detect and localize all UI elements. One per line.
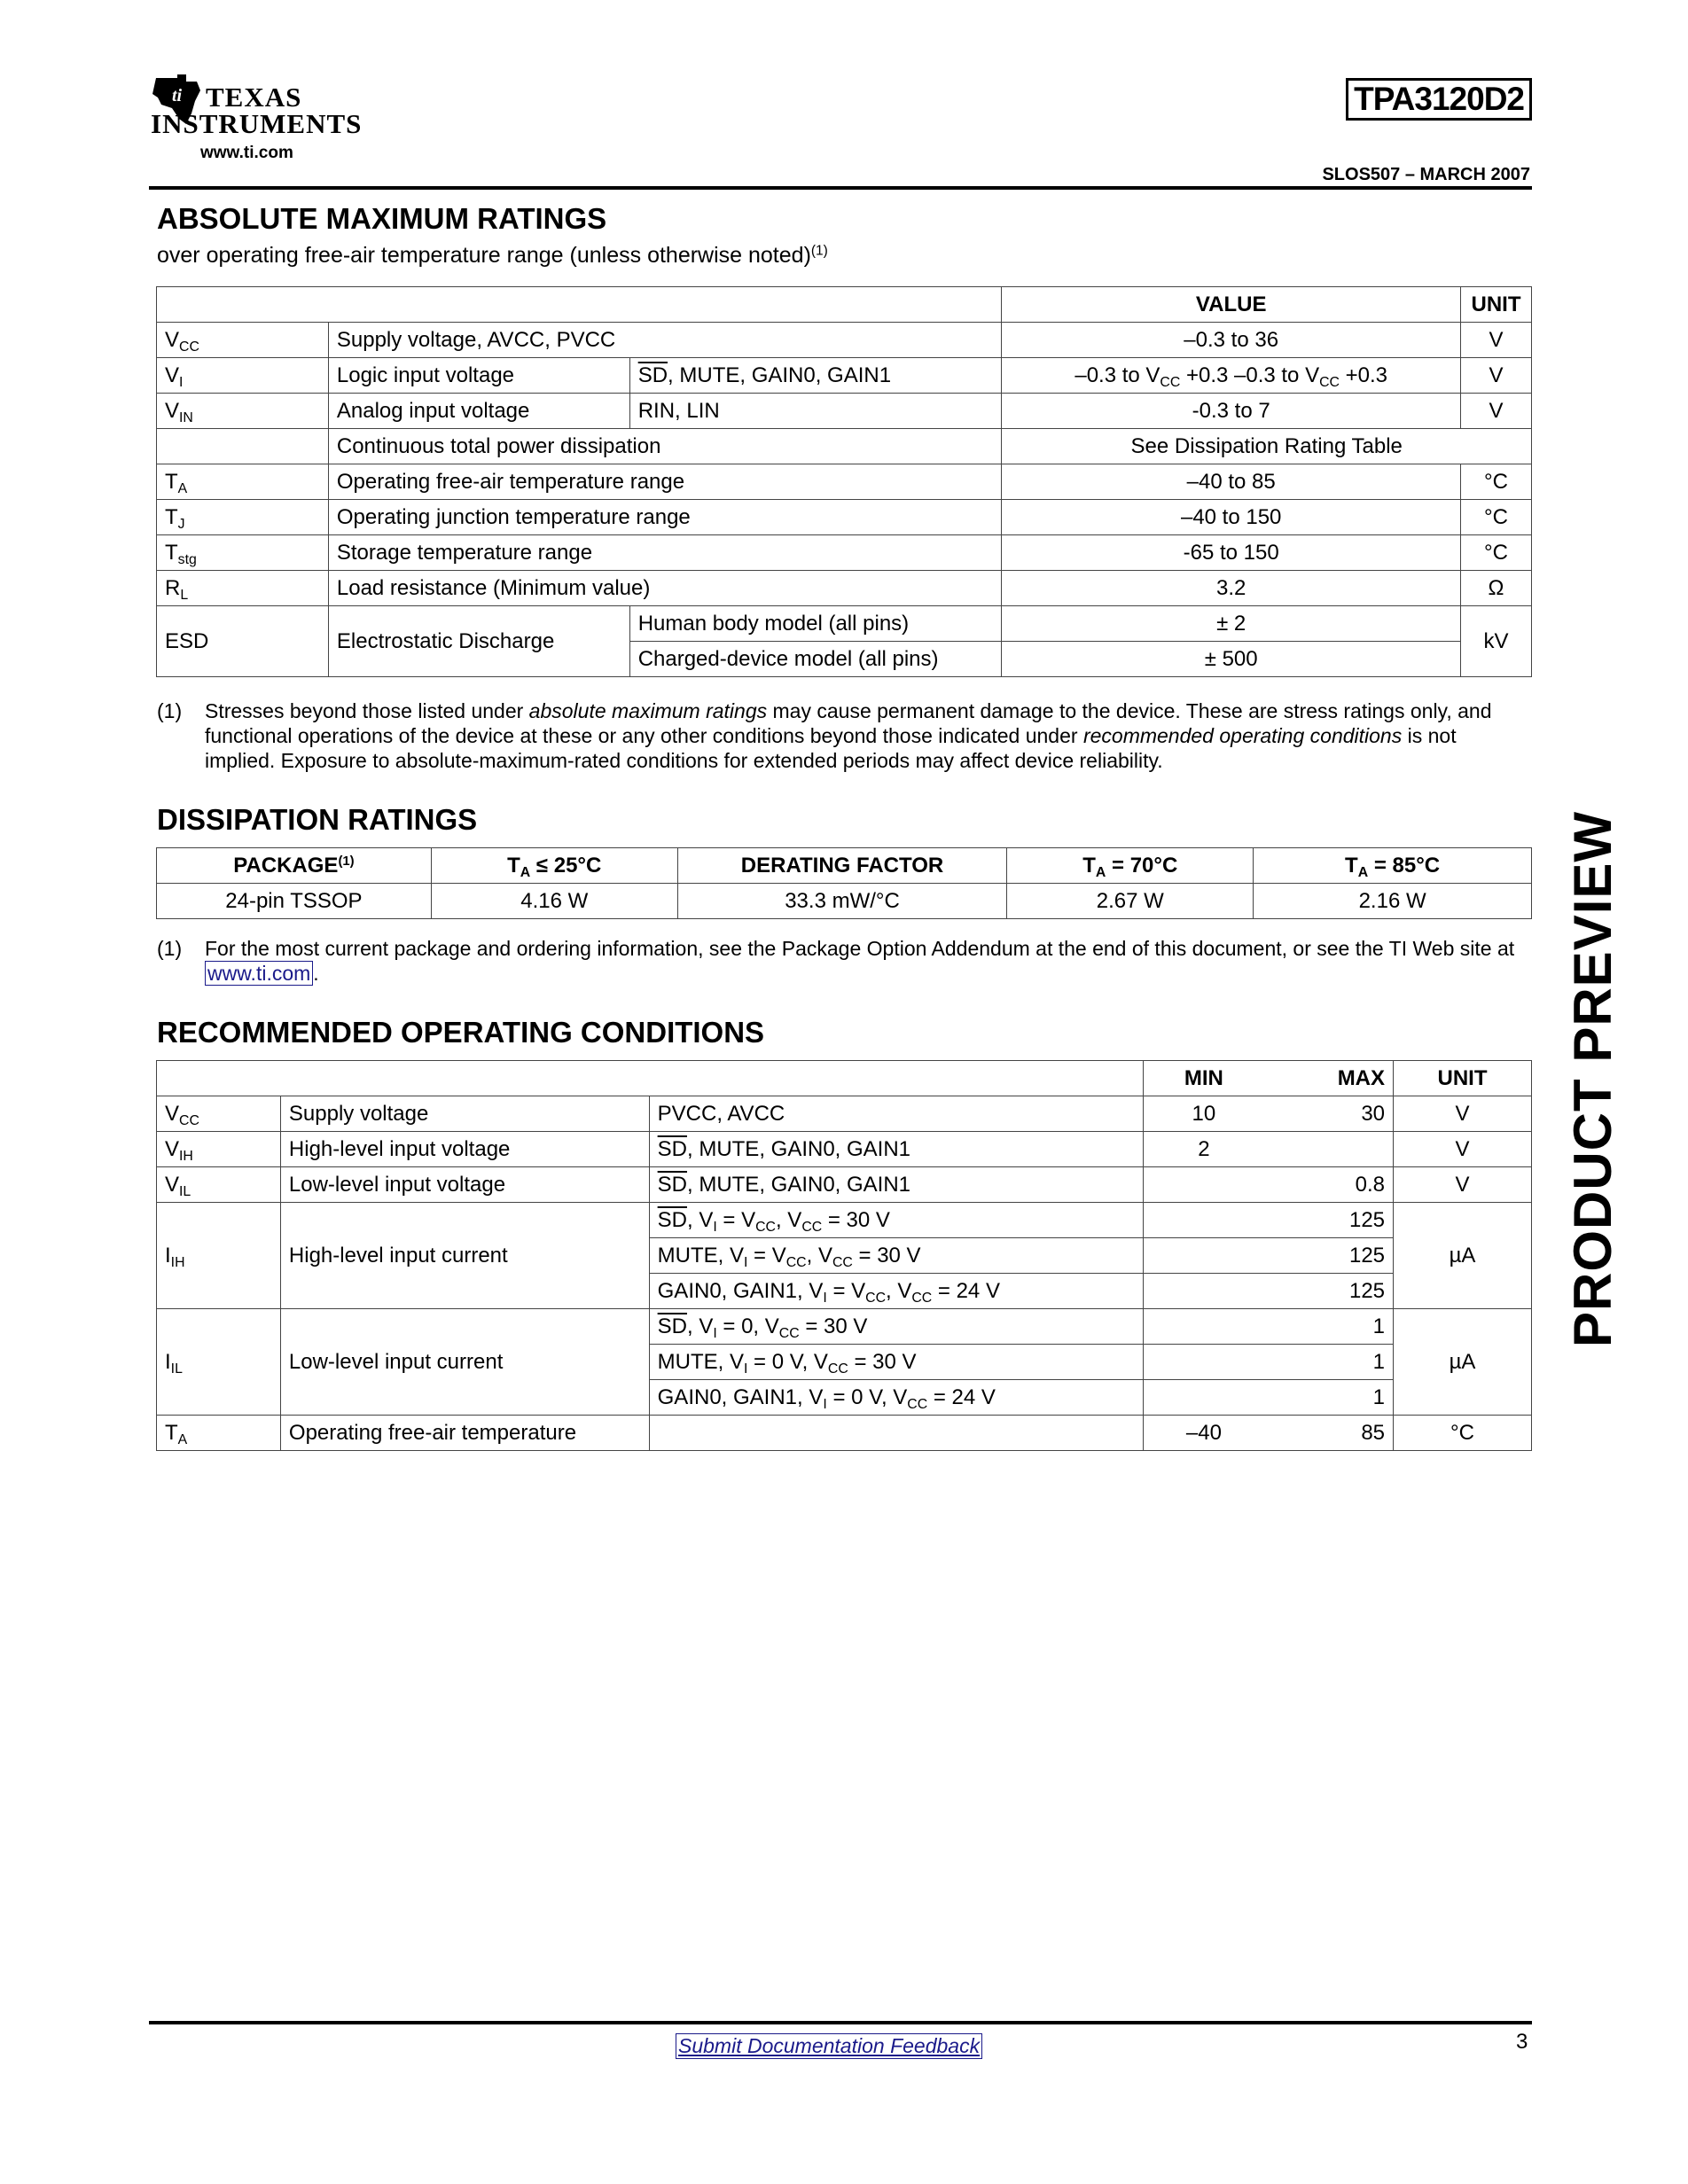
ti-web-link[interactable]: www.ti.com — [205, 961, 313, 986]
condition: MUTE, $V_I = 0$ V, $V_{CC} = 30$ V — [649, 1345, 1144, 1380]
table-row — [157, 429, 1532, 464]
parameter: High-level input voltage — [280, 1132, 649, 1167]
table-row — [157, 464, 1532, 500]
symbol: $I_{IL}$ — [157, 1309, 281, 1416]
max: 0.8 — [1264, 1167, 1394, 1203]
value: See Dissipation Rating Table — [1002, 429, 1532, 464]
table-row — [157, 1167, 1532, 1203]
max — [1264, 1132, 1394, 1167]
condition: PVCC, AVCC — [649, 1096, 1144, 1132]
table-row — [157, 1061, 1532, 1096]
min — [1144, 1380, 1264, 1416]
footer-rule — [149, 2021, 1532, 2024]
symbol: $V_{IL}$ — [157, 1167, 281, 1203]
amr-table — [156, 286, 1532, 677]
max: 30 — [1264, 1096, 1394, 1132]
value: –40 to 85 — [1002, 464, 1461, 500]
condition: Human body model (all pins) — [629, 606, 1002, 642]
derating-value: 33.3 mW/°C — [677, 884, 1007, 919]
unit: Ω — [1460, 571, 1531, 606]
svg-text:ti: ti — [172, 86, 183, 105]
table-row — [157, 884, 1532, 919]
submit-feedback-link[interactable]: Submit Documentation Feedback — [676, 2033, 982, 2059]
unit: V — [1460, 394, 1531, 429]
t70-value: 2.67 W — [1007, 884, 1254, 919]
table-row — [157, 287, 1532, 323]
symbol: $V_{CC}$ — [157, 1096, 281, 1132]
symbol: ESD — [157, 606, 329, 677]
unit: °C — [1460, 464, 1531, 500]
parameter: Logic input voltage — [328, 358, 629, 394]
symbol: $R_L$ — [157, 571, 329, 606]
logo-line2: INSTRUMENTS — [151, 108, 363, 139]
dissipation-title: DISSIPATION RATINGS — [157, 803, 478, 836]
value: –0.3 to 36 — [1002, 323, 1461, 358]
value: ± 500 — [1002, 642, 1461, 677]
col-header-unit: UNIT — [1394, 1061, 1532, 1096]
value: ± 2 — [1002, 606, 1461, 642]
symbol: $T_A$ — [157, 464, 329, 500]
condition: GAIN0, GAIN1, $V_I = V_{CC}$, $V_{CC} = 24$ V — [649, 1274, 1144, 1309]
ti-logo — [151, 69, 363, 167]
package: 24-pin TSSOP — [157, 884, 432, 919]
condition: GAIN0, GAIN1, $V_I = 0$ V, $V_{CC} = 24$ V — [649, 1380, 1144, 1416]
col-header-t25: $T_A \le 25^\circ C$ — [431, 848, 677, 884]
t25-value: 4.16 W — [431, 884, 677, 919]
condition — [649, 1416, 1144, 1451]
part-number: TPA3120D2 — [1346, 78, 1532, 121]
col-header-max: MAX — [1264, 1061, 1394, 1096]
symbol: $V_{IN}$ — [157, 394, 329, 429]
product-preview-label: PRODUCT PREVIEW — [1563, 810, 1622, 1347]
unit: V — [1394, 1167, 1532, 1203]
table-row — [157, 606, 1532, 642]
dissipation-table — [156, 847, 1532, 919]
symbol: $T_A$ — [157, 1416, 281, 1451]
unit: °C — [1394, 1416, 1532, 1451]
parameter: Analog input voltage — [328, 394, 629, 429]
amr-footnote: (1) Stresses beyond those listed under absolute maximum ratings may cause permanent damage to the device. These are stress ratings only, and functional operations of the device at these or any other conditions beyond those indicated under recommended operating conditions is not implied. Exposure to absolute-maximum-rated conditions for extended periods may affect device reliability. — [157, 699, 1492, 772]
table-row — [157, 394, 1532, 429]
table-row — [157, 1309, 1532, 1345]
col-header-t70: $T_A = 70^\circ C$ — [1007, 848, 1254, 884]
roc-table — [156, 1060, 1532, 1451]
unit: °C — [1460, 535, 1531, 571]
parameter: Operating free-air temperature — [280, 1416, 649, 1451]
unit: V — [1394, 1096, 1532, 1132]
table-row — [157, 848, 1532, 884]
table-row — [157, 1416, 1532, 1451]
table-row — [157, 323, 1532, 358]
table-row — [157, 1096, 1532, 1132]
parameter: Supply voltage — [280, 1096, 649, 1132]
table-row — [157, 500, 1532, 535]
max: 125 — [1264, 1274, 1394, 1309]
parameter: Electrostatic Discharge — [328, 606, 629, 677]
condition: Charged-device model (all pins) — [629, 642, 1002, 677]
page-number: 3 — [1516, 2030, 1528, 2054]
table-row — [157, 535, 1532, 571]
unit: V — [1460, 358, 1531, 394]
dissipation-footnote: (1) For the most current package and ordering information, see the Package Option Addendum at the end of this document, or see the TI Web site at www.ti.com . — [157, 937, 1515, 985]
col-header-value: VALUE — [1002, 287, 1461, 323]
condition: $\overline{SD}$, $V_I = 0$, $V_{CC} = 30$ V — [649, 1309, 1144, 1345]
table-row — [157, 358, 1532, 394]
parameter: Operating junction temperature range — [328, 500, 1002, 535]
unit: °C — [1460, 500, 1531, 535]
max: 1 — [1264, 1380, 1394, 1416]
value: –0.3 to $V_{CC} +0.3$ –0.3 to $V_{CC} +0.3$ — [1002, 358, 1461, 394]
condition: MUTE, $V_I = V_{CC}$, $V_{CC} = 30$ V — [649, 1238, 1144, 1274]
min — [1144, 1345, 1264, 1380]
unit: kV — [1460, 606, 1531, 677]
max: 125 — [1264, 1238, 1394, 1274]
unit: V — [1460, 323, 1531, 358]
condition: RIN, LIN — [629, 394, 1002, 429]
amr-subtitle: over operating free-air temperature range (unless otherwise noted)$^{(1)}$ — [157, 243, 828, 268]
value: -65 to 150 — [1002, 535, 1461, 571]
col-header-unit: UNIT — [1460, 287, 1531, 323]
unit: V — [1394, 1132, 1532, 1167]
symbol: $T_{stg}$ — [157, 535, 329, 571]
min: –40 — [1144, 1416, 1264, 1451]
value: –40 to 150 — [1002, 500, 1461, 535]
max: 125 — [1264, 1203, 1394, 1238]
min — [1144, 1238, 1264, 1274]
t85-value: 2.16 W — [1254, 884, 1532, 919]
value: -0.3 to 7 — [1002, 394, 1461, 429]
roc-title: RECOMMENDED OPERATING CONDITIONS — [157, 1016, 765, 1049]
logo-url[interactable]: www.ti.com — [200, 144, 293, 162]
max: 85 — [1264, 1416, 1394, 1451]
parameter: Load resistance (Minimum value) — [328, 571, 1002, 606]
min: 2 — [1144, 1132, 1264, 1167]
symbol: $T_J$ — [157, 500, 329, 535]
parameter: Low-level input voltage — [280, 1167, 649, 1203]
unit: µA — [1394, 1203, 1532, 1309]
parameter: Low-level input current — [280, 1309, 649, 1416]
symbol: $I_{IH}$ — [157, 1203, 281, 1309]
max: 1 — [1264, 1309, 1394, 1345]
logo-line1: TEXAS — [206, 82, 302, 113]
table-row — [157, 1203, 1532, 1238]
parameter: Continuous total power dissipation — [328, 429, 1002, 464]
col-header-package: PACKAGE$^{(1)}$ — [157, 848, 432, 884]
min — [1144, 1309, 1264, 1345]
table-row — [157, 1132, 1532, 1167]
symbol: $V_{CC}$ — [157, 323, 329, 358]
parameter: Supply voltage, AVCC, PVCC — [328, 323, 1002, 358]
condition: $\overline{SD}$, MUTE, GAIN0, GAIN1 — [649, 1167, 1144, 1203]
parameter: Storage temperature range — [328, 535, 1002, 571]
symbol: $V_I$ — [157, 358, 329, 394]
value: 3.2 — [1002, 571, 1461, 606]
min — [1144, 1167, 1264, 1203]
table-row — [157, 571, 1532, 606]
condition: $\overline{SD}$, $V_I = V_{CC}$, $V_{CC} = 30$ V — [649, 1203, 1144, 1238]
min: 10 — [1144, 1096, 1264, 1132]
parameter: Operating free-air temperature range — [328, 464, 1002, 500]
unit: µA — [1394, 1309, 1532, 1416]
max: 1 — [1264, 1345, 1394, 1380]
min — [1144, 1203, 1264, 1238]
condition: $\overline{SD}$, MUTE, GAIN0, GAIN1 — [649, 1132, 1144, 1167]
symbol — [157, 429, 329, 464]
col-header-t85: $T_A = 85^\circ C$ — [1254, 848, 1532, 884]
header-rule — [149, 186, 1532, 190]
condition: $\overline{SD}$, MUTE, GAIN0, GAIN1 — [629, 358, 1002, 394]
min — [1144, 1274, 1264, 1309]
document-id: SLOS507 – MARCH 2007 — [1322, 165, 1530, 184]
amr-title: ABSOLUTE MAXIMUM RATINGS — [157, 202, 607, 235]
col-header-min: MIN — [1144, 1061, 1264, 1096]
col-header-derating: DERATING FACTOR — [677, 848, 1007, 884]
symbol: $V_{IH}$ — [157, 1132, 281, 1167]
parameter: High-level input current — [280, 1203, 649, 1309]
